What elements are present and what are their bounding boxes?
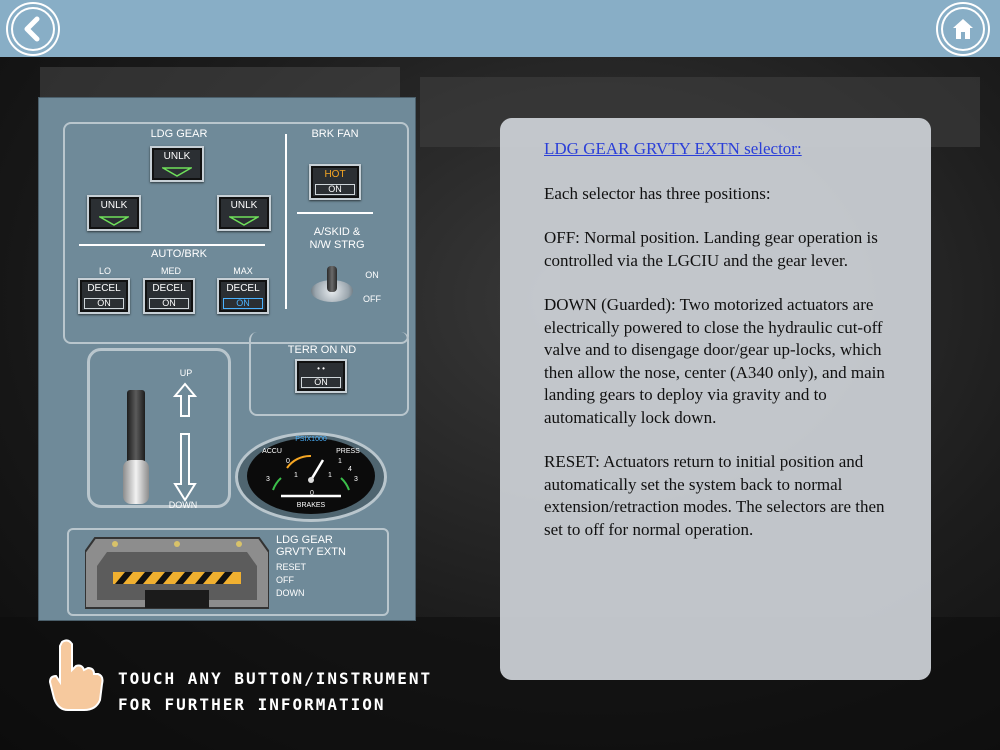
guarded-selector-cover	[85, 534, 269, 614]
grvty-reset-label: RESET	[276, 562, 307, 572]
info-title-link[interactable]: LDG GEAR GRVTY EXTN selector:	[544, 139, 802, 158]
back-button[interactable]	[8, 4, 58, 54]
askid-off-label: OFF	[363, 294, 381, 304]
askid-on-label: ON	[365, 270, 379, 280]
gear-lever-subpanel	[87, 348, 231, 508]
gauge-brand-label: PSIX1000	[295, 436, 327, 443]
arrow-up-icon	[173, 382, 197, 418]
brk-fan-button[interactable]	[309, 164, 361, 200]
auto-brk-med-label: MED	[161, 266, 181, 276]
auto-brk-lo-label: LO	[98, 266, 111, 276]
terr-indicator: • •	[317, 364, 325, 373]
on-label: ON	[223, 298, 263, 309]
on-label: ON	[315, 184, 355, 195]
top-bar	[0, 0, 1000, 57]
gauge-tick-3-left: 3	[266, 476, 270, 483]
unlk-label: UNLK	[230, 200, 258, 211]
info-paragraph-4: RESET: Actuators return to initial position and automatically set the system back to normal extension/retraction modes. The selectors are then set to off for normal operation.	[544, 452, 885, 539]
decel-label: DECEL	[152, 283, 186, 294]
ldg-gear-right-unlk-button[interactable]	[217, 195, 271, 231]
ldg-gear-nose-unlk-button[interactable]	[150, 146, 204, 182]
grvty-down-label: DOWN	[276, 588, 305, 598]
auto-brk-max-label: MAX	[233, 266, 253, 276]
decel-label: DECEL	[87, 283, 121, 294]
auto-brk-label: AUTO/BRK	[150, 248, 208, 260]
divider-vertical	[285, 134, 287, 309]
gear-lever-handle[interactable]	[123, 390, 149, 508]
chevron-left-icon	[20, 16, 46, 42]
gear-down-label: DOWN	[168, 500, 198, 510]
gauge-press-label: PRESS	[336, 448, 360, 455]
info-panel	[500, 118, 931, 680]
triangle-down-icon	[99, 216, 129, 226]
terr-on-nd-button[interactable]	[295, 359, 347, 393]
gauge-accu-label: ACCU	[262, 448, 282, 455]
gauge-tick-1c: 1	[328, 472, 332, 479]
on-label: ON	[149, 298, 189, 309]
brake-pressure-gauge[interactable]	[235, 432, 387, 522]
info-paragraph-2: OFF: Normal position. Landing gear operation is controlled via the LGCIU and the gear lever.	[544, 228, 878, 270]
divider-brkfan	[297, 212, 373, 214]
ldg-gear-left-unlk-button[interactable]	[87, 195, 141, 231]
grvty-extn-label-line1: LDG GEAR	[276, 534, 333, 546]
divider-autobrk	[79, 244, 265, 246]
gauge-tick-4: 4	[348, 466, 352, 473]
info-paragraph-1: Each selector has three positions:	[544, 183, 771, 203]
gauge-tick-0: 0	[286, 458, 290, 465]
on-label: ON	[301, 377, 341, 388]
auto-brk-med-button[interactable]	[143, 278, 195, 314]
gauge-tick-0b: 0	[310, 490, 314, 497]
gauge-tick-3-right: 3	[354, 476, 358, 483]
hint-line-2: FOR FURTHER INFORMATION	[118, 695, 386, 714]
gauge-brakes-label: BRAKES	[296, 502, 326, 509]
hint-text	[118, 666, 432, 718]
hot-label: HOT	[324, 169, 346, 180]
brk-fan-label: BRK FAN	[311, 128, 359, 140]
unlk-label: UNLK	[100, 200, 128, 211]
ldg-gear-label: LDG GEAR	[150, 128, 208, 140]
decel-label: DECEL	[226, 283, 260, 294]
auto-brk-lo-button[interactable]	[78, 278, 130, 314]
hint-line-1: TOUCH ANY BUTTON/INSTRUMENT	[118, 669, 433, 688]
triangle-down-icon	[229, 216, 259, 226]
arrow-down-icon	[173, 432, 197, 502]
grvty-off-label: OFF	[276, 575, 294, 585]
askid-label-line1: A/SKID &	[313, 226, 361, 238]
askid-label-line2: N/W STRG	[309, 239, 365, 251]
info-paragraph-3: DOWN (Guarded): Two motorized actuators are electrically powered to close the hydraulic cut-off valve and to disengage door/gear up-locks, which then allow the nose, center (A340 only), and main landing gears to deploy via gravity and to automatically lock down.	[544, 295, 885, 427]
home-button[interactable]	[938, 4, 988, 54]
grvty-extn-label-line2: GRVTY EXTN	[276, 546, 346, 558]
landing-gear-panel	[38, 97, 416, 621]
auto-brk-max-button[interactable]	[217, 278, 269, 314]
gauge-tick-1b: 1	[294, 472, 298, 479]
home-icon	[950, 16, 976, 42]
on-label: ON	[84, 298, 124, 309]
askid-toggle-switch[interactable]	[311, 266, 353, 304]
pointing-hand-icon	[46, 638, 106, 712]
unlk-label: UNLK	[163, 151, 191, 162]
grvty-extn-guard[interactable]	[85, 534, 269, 614]
gauge-tick-1: 1	[338, 458, 342, 465]
gear-up-label: UP	[179, 368, 193, 378]
terr-on-nd-label: TERR ON ND	[287, 344, 357, 356]
triangle-down-icon	[162, 167, 192, 177]
